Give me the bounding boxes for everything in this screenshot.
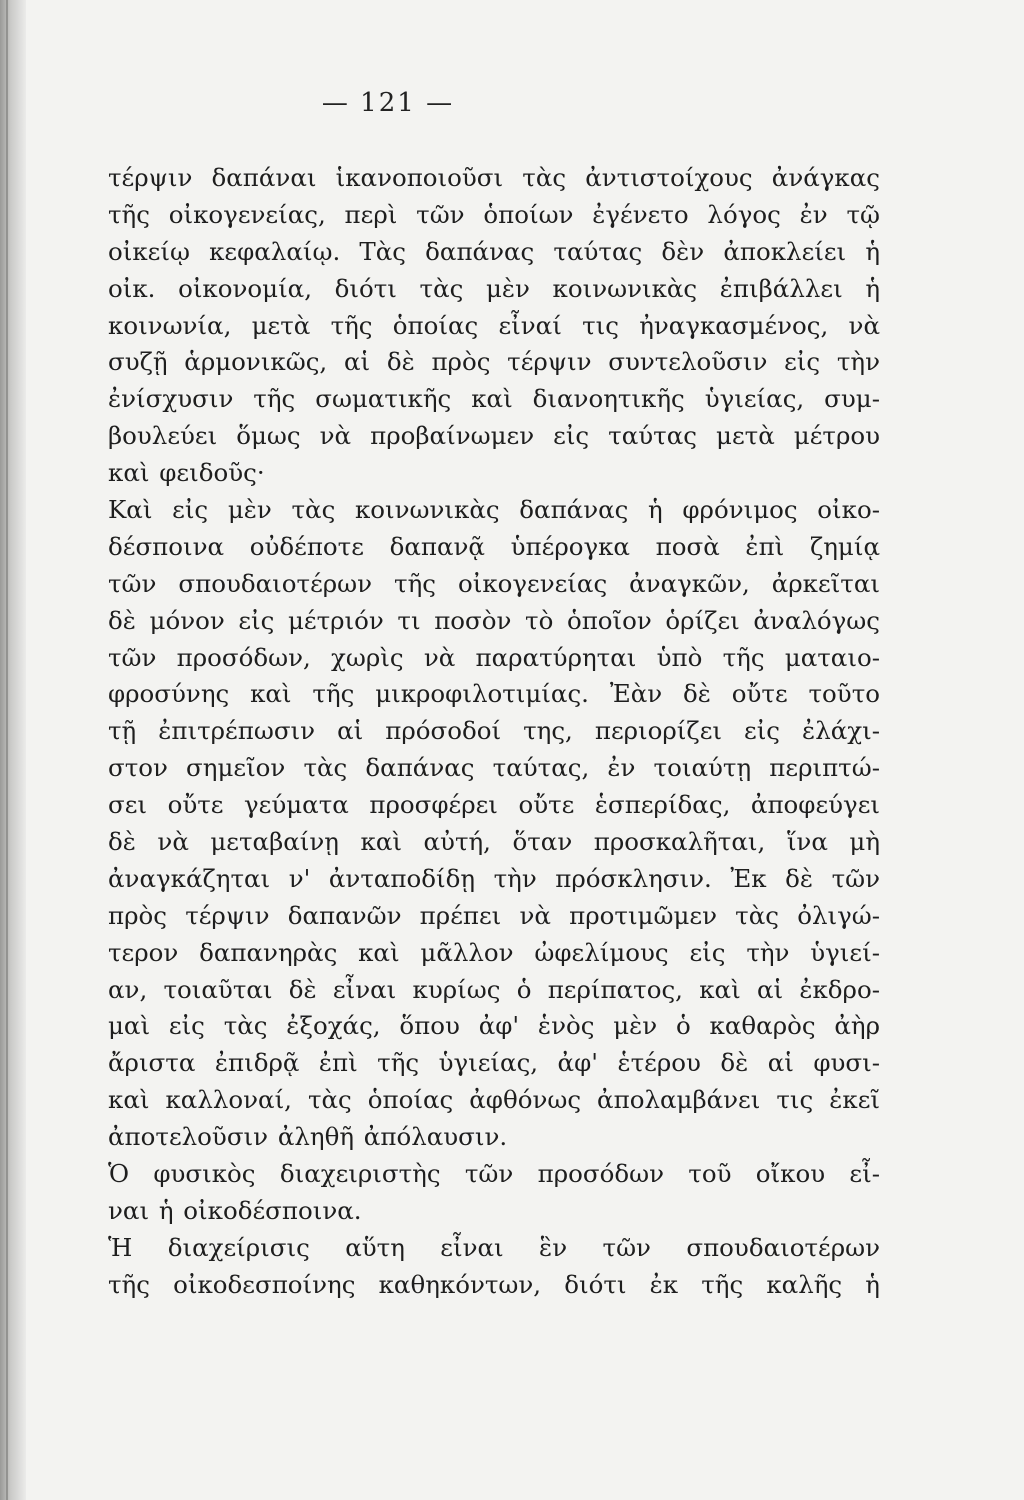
text-line: φροσύνης καὶ τῆς μικροφιλοτιμίας. Ἐὰν δὲ οὔτε τοῦτο bbox=[108, 679, 880, 709]
page-left-edge-shadow bbox=[0, 0, 26, 1500]
text-line: τῇ ἐπιτρέπωσιν αἱ πρόσοδοί της, περιορίζει εἰς ἐλάχι- bbox=[108, 716, 880, 746]
text-line: τῶν σπουδαιοτέρων τῆς οἰκογενείας ἀναγκῶν, ἀρκεῖται bbox=[108, 568, 880, 598]
page-binding-line bbox=[6, 0, 8, 1500]
text-line: τέρψιν δαπάναι ἱκανοποιοῦσι τὰς ἀντιστοίχους ἀνάγκας bbox=[108, 163, 880, 192]
paragraph-start-line: Ὁ φυσικὸς διαχειριστὴς τῶν προσόδων τοῦ οἴκου εἶ- bbox=[108, 1159, 880, 1189]
text-line: καὶ φειδοῦς· bbox=[108, 458, 265, 488]
text-line: δὲ μόνον εἰς μέτριόν τι ποσὸν τὸ ὁποῖον ὁρίζει ἀναλόγως bbox=[108, 605, 880, 635]
text-line: καὶ καλλοναί, τὰς ὁποίας ἀφθόνως ἀπολαμβάνει τις ἐκεῖ bbox=[108, 1085, 880, 1115]
text-line: αν, τοιαῦται δὲ εἶναι κυρίως ὁ περίπατος, καὶ αἱ ἐκδρο- bbox=[108, 974, 880, 1004]
text-line: ναι ἡ οἰκοδέσποινα. bbox=[108, 1195, 362, 1225]
text-line: τῶν προσόδων, χωρὶς νὰ παρατύρηται ὑπὸ τῆς ματαιο- bbox=[108, 642, 880, 672]
text-line: τῆς οἰκοδεσποίνης καθηκόντων, διότι ἐκ τῆς καλῆς ἡ bbox=[108, 1269, 880, 1299]
paragraph-start-line: Καὶ εἰς μὲν τὰς κοινωνικὰς δαπάνας ἡ φρόνιμος οἰκο- bbox=[108, 495, 880, 525]
text-line: τερον δαπανηρὰς καὶ μᾶλλον ὠφελίμους εἰς τὴν ὑγιεί- bbox=[108, 937, 880, 967]
page-number: — 121 — bbox=[321, 88, 455, 118]
page-body-text bbox=[108, 160, 880, 1304]
paragraph-start-line: Ἡ διαχείρισις αὕτη εἶναι ἓν τῶν σπουδαιοτέρων bbox=[108, 1232, 880, 1262]
text-line: ἀποτελοῦσιν ἀληθῆ ἀπόλαυσιν. bbox=[108, 1122, 508, 1152]
text-line: σει οὔτε γεύματα προσφέρει οὔτε ἑσπερίδας, ἀποφεύγει bbox=[108, 790, 880, 820]
text-line: ἄριστα ἐπιδρᾷ ἐπὶ τῆς ὑγιείας, ἀφ' ἑτέρου δὲ αἱ φυσι- bbox=[108, 1048, 880, 1078]
text-line: συζῇ ἁρμονικῶς, αἱ δὲ πρὸς τέρψιν συντελοῦσιν εἰς τὴν bbox=[108, 347, 880, 377]
text-line: δέσποινα οὐδέποτε δαπανᾷ ὑπέρογκα ποσὰ ἐπὶ ζημίᾳ bbox=[108, 531, 880, 561]
text-line: οἰκείῳ κεφαλαίῳ. Τὰς δαπάνας ταύτας δὲν ἀποκλείει ἡ bbox=[108, 236, 880, 266]
text-line: μαὶ εἰς τὰς ἐξοχάς, ὅπου ἀφ' ἑνὸς μὲν ὁ καθαρὸς ἀὴρ bbox=[108, 1011, 880, 1041]
text-line: στον σημεῖον τὰς δαπάνας ταύτας, ἐν τοιαύτῃ περιπτώ- bbox=[108, 753, 880, 783]
text-line: ἐνίσχυσιν τῆς σωματικῆς καὶ διανοητικῆς ὑγιείας, συμ- bbox=[108, 384, 880, 414]
text-line: πρὸς τέρψιν δαπανῶν πρέπει νὰ προτιμῶμεν τὰς ὀλιγώ- bbox=[108, 900, 880, 930]
book-page bbox=[108, 0, 888, 1500]
text-line: κοινωνία, μετὰ τῆς ὁποίας εἶναί τις ἠναγκασμένος, νὰ bbox=[108, 310, 880, 340]
text-line: οἰκ. οἰκονομία, διότι τὰς μὲν κοινωνικὰς ἐπιβάλλει ἡ bbox=[108, 273, 880, 303]
text-line: βουλεύει ὅμως νὰ προβαίνωμεν εἰς ταύτας μετὰ μέτρου bbox=[108, 421, 880, 451]
text-line: τῆς οἰκογενείας, περὶ τῶν ὁποίων ἐγένετο λόγος ἐν τῷ bbox=[108, 199, 880, 229]
text-line: δὲ νὰ μεταβαίνῃ καὶ αὐτή, ὅταν προσκαλῆται, ἵνα μὴ bbox=[108, 827, 880, 857]
text-line: ἀναγκάζηται ν' ἀνταποδίδῃ τὴν πρόσκλησιν. Ἐκ δὲ τῶν bbox=[108, 863, 880, 893]
